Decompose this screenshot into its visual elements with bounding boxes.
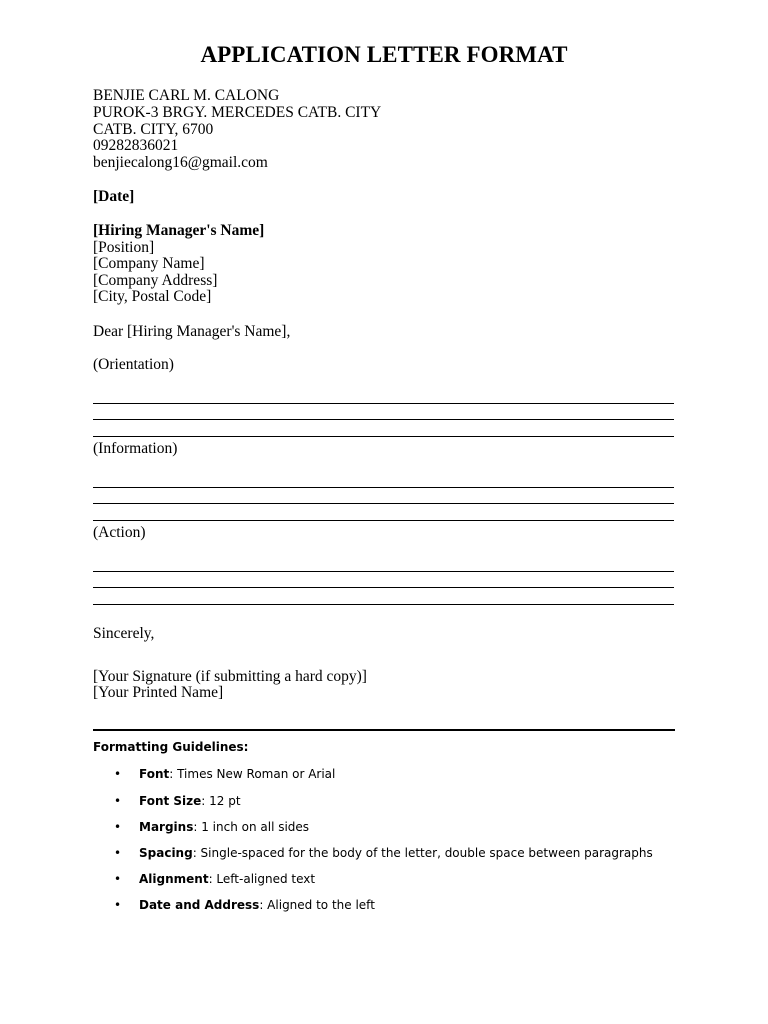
recipient-position: [Position] xyxy=(93,239,155,256)
sender-phone: 09282836021 xyxy=(93,137,179,154)
section-action-label: (Action) xyxy=(93,524,146,541)
guideline-key: Font xyxy=(139,767,170,781)
bullet-icon: • xyxy=(114,898,122,912)
writing-line xyxy=(93,571,674,572)
guideline-item xyxy=(114,845,653,861)
guideline-item xyxy=(114,766,335,782)
section-orientation-label: (Orientation) xyxy=(93,356,174,373)
guideline-item xyxy=(114,819,309,835)
guidelines-heading: Formatting Guidelines: xyxy=(93,740,249,754)
guideline-value: : 1 inch on all sides xyxy=(193,820,310,834)
section-divider xyxy=(93,729,675,731)
guideline-key: Date and Address xyxy=(139,898,260,912)
signature-placeholder: [Your Signature (if submitting a hard copy)] xyxy=(93,668,367,685)
printed-name-placeholder: [Your Printed Name] xyxy=(93,684,224,701)
recipient-company-address: [Company Address] xyxy=(93,272,218,289)
writing-line xyxy=(93,604,674,605)
recipient-city-postal: [City, Postal Code] xyxy=(93,288,212,305)
guideline-key: Font Size xyxy=(139,794,202,808)
page-title: APPLICATION LETTER FORMAT xyxy=(200,42,568,67)
writing-line xyxy=(93,436,674,437)
closing: Sincerely, xyxy=(93,625,155,642)
salutation: Dear [Hiring Manager's Name], xyxy=(93,323,291,340)
guideline-key: Alignment xyxy=(139,872,209,886)
guideline-item xyxy=(114,871,315,887)
sender-email: benjiecalong16@gmail.com xyxy=(93,154,268,171)
recipient-name: [Hiring Manager's Name] xyxy=(93,222,265,239)
guideline-value: : Times New Roman or Arial xyxy=(169,767,336,781)
guideline-value: : Single-spaced for the body of the letter, double space between paragraphs xyxy=(192,846,653,860)
section-information-label: (Information) xyxy=(93,440,178,457)
sender-address-line2: CATB. CITY, 6700 xyxy=(93,121,214,138)
sender-address-line1: PUROK-3 BRGY. MERCEDES CATB. CITY xyxy=(93,104,382,121)
date-placeholder: [Date] xyxy=(93,188,135,205)
bullet-icon: • xyxy=(114,820,122,834)
bullet-icon: • xyxy=(114,846,122,860)
guideline-key: Spacing xyxy=(139,846,193,860)
writing-line xyxy=(93,487,674,488)
guideline-key: Margins xyxy=(139,820,194,834)
writing-line xyxy=(93,587,674,588)
bullet-icon: • xyxy=(114,872,122,886)
guideline-item xyxy=(114,897,375,913)
writing-line xyxy=(93,403,674,404)
writing-line xyxy=(93,503,674,504)
guideline-value: : Aligned to the left xyxy=(259,898,375,912)
writing-line xyxy=(93,520,674,521)
guideline-value: : 12 pt xyxy=(201,794,241,808)
sender-name: BENJIE CARL M. CALONG xyxy=(93,87,280,104)
bullet-icon: • xyxy=(114,794,122,808)
guideline-item xyxy=(114,793,241,809)
bullet-icon: • xyxy=(114,767,122,781)
guideline-value: : Left-aligned text xyxy=(208,872,316,886)
writing-line xyxy=(93,419,674,420)
recipient-company-name: [Company Name] xyxy=(93,255,205,272)
